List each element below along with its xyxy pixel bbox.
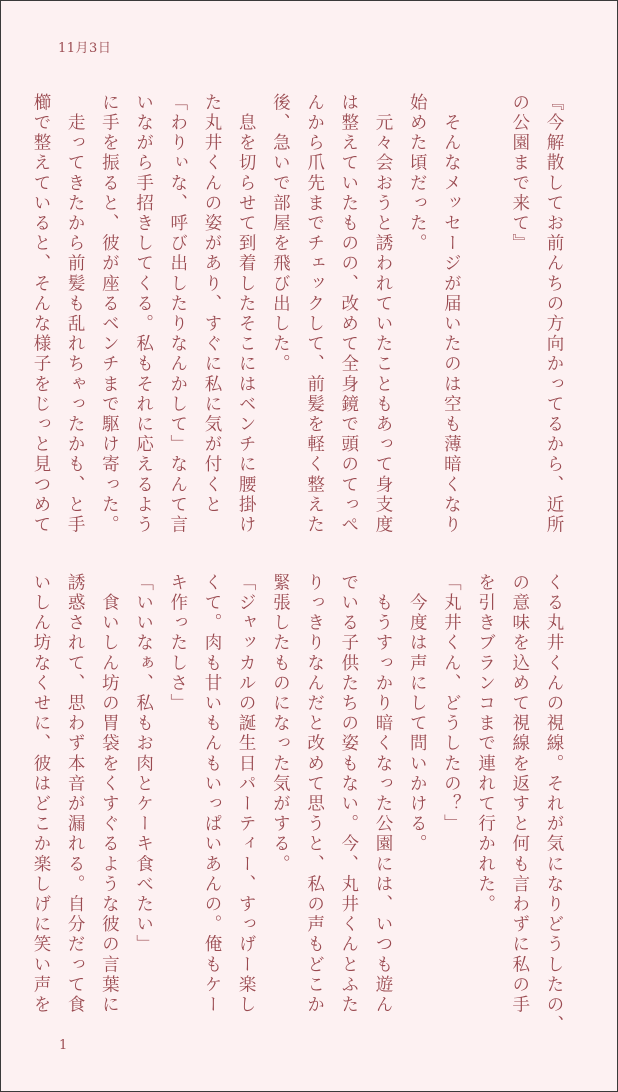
text-line: いしん坊なくせに、彼はどこか楽しげに笑い声を <box>30 573 51 1016</box>
text-line: そんなメッセージが届いたのは空も薄暗くなり <box>441 93 462 536</box>
text-line: でいる子供たちの姿もない。今、丸井くんとふた <box>338 573 359 1016</box>
text-line: は整えていたものの、改めて全身鏡で頭のてっぺ <box>338 93 359 536</box>
text-line: 元々会おうと誘われていたこともあって身支度 <box>372 93 393 536</box>
text-line: もうすっかり暗くなった公園には、いつも遊ん <box>372 573 393 1016</box>
text-line: に手を振ると、彼が座るベンチまで駆け寄った。 <box>99 93 120 536</box>
text-line: 櫛で整えていると、そんな様子をじっと見つめて <box>30 93 51 536</box>
text-line: 食いしん坊の胃袋をくすぐるような彼の言葉に <box>99 573 120 1016</box>
text-line: 緊張したものになった気がする。 <box>270 573 291 875</box>
text-line: 「いいなぁ、私もお肉とケーキ食べたい」 <box>133 573 154 955</box>
text-line: 始めた頃だった。 <box>407 93 428 254</box>
text-line: を引きブランコまで連れて行かれた。 <box>475 573 496 915</box>
text-line: 「わりぃな、呼び出したりなんかして」なんて言 <box>167 93 188 536</box>
text-line <box>468 93 502 533</box>
text-line: りっきりなんだと改めて思うと、私の声もどこか <box>304 573 325 1016</box>
text-line: んから爪先までチェックして、前髪を軽く整えた <box>304 93 325 536</box>
text-line: の公園まで来て』 <box>509 93 530 254</box>
text-line: 今度は声にして問いかける。 <box>407 573 428 855</box>
page-number: 1 <box>59 1038 68 1053</box>
text-line: 「ジャッカルの誕生日パーティー、すっげー楽し <box>236 573 257 1016</box>
text-line: 『今解散してお前んちの方向かってるから、近所 <box>544 93 564 536</box>
page-date: 11月3日 <box>58 41 112 56</box>
text-block-top <box>24 93 571 536</box>
text-line: くて。肉も甘いもんもいっぱいあんの。俺もケー <box>201 573 222 1016</box>
text-line: キ作ったしさ」 <box>167 573 188 714</box>
text-line: 誘惑されて、思わず本音が漏れる。自分だって食 <box>65 573 86 1016</box>
text-line: 走ってきたから前髪も乱れちゃったかも、と手 <box>65 93 86 536</box>
text-block-bottom <box>24 573 571 1036</box>
text-line: 後、急いで部屋を飛び出した。 <box>270 93 291 375</box>
text-line: た丸井くんの姿があり、すぐに私に気が付くと <box>201 93 222 516</box>
text-line: 息を切らせて到着したそこにはベンチに腰掛け <box>236 93 257 536</box>
text-line: 「丸井くん、どうしたの？」 <box>441 573 462 835</box>
text-line: いながら手招きしてくる。私もそれに応えるよう <box>133 93 154 536</box>
text-line: くる丸井くんの視線。それが気になりどうしたの、 <box>544 573 564 1036</box>
text-line: の意味を込めて視線を返すと何も言わずに私の手 <box>509 573 530 1016</box>
